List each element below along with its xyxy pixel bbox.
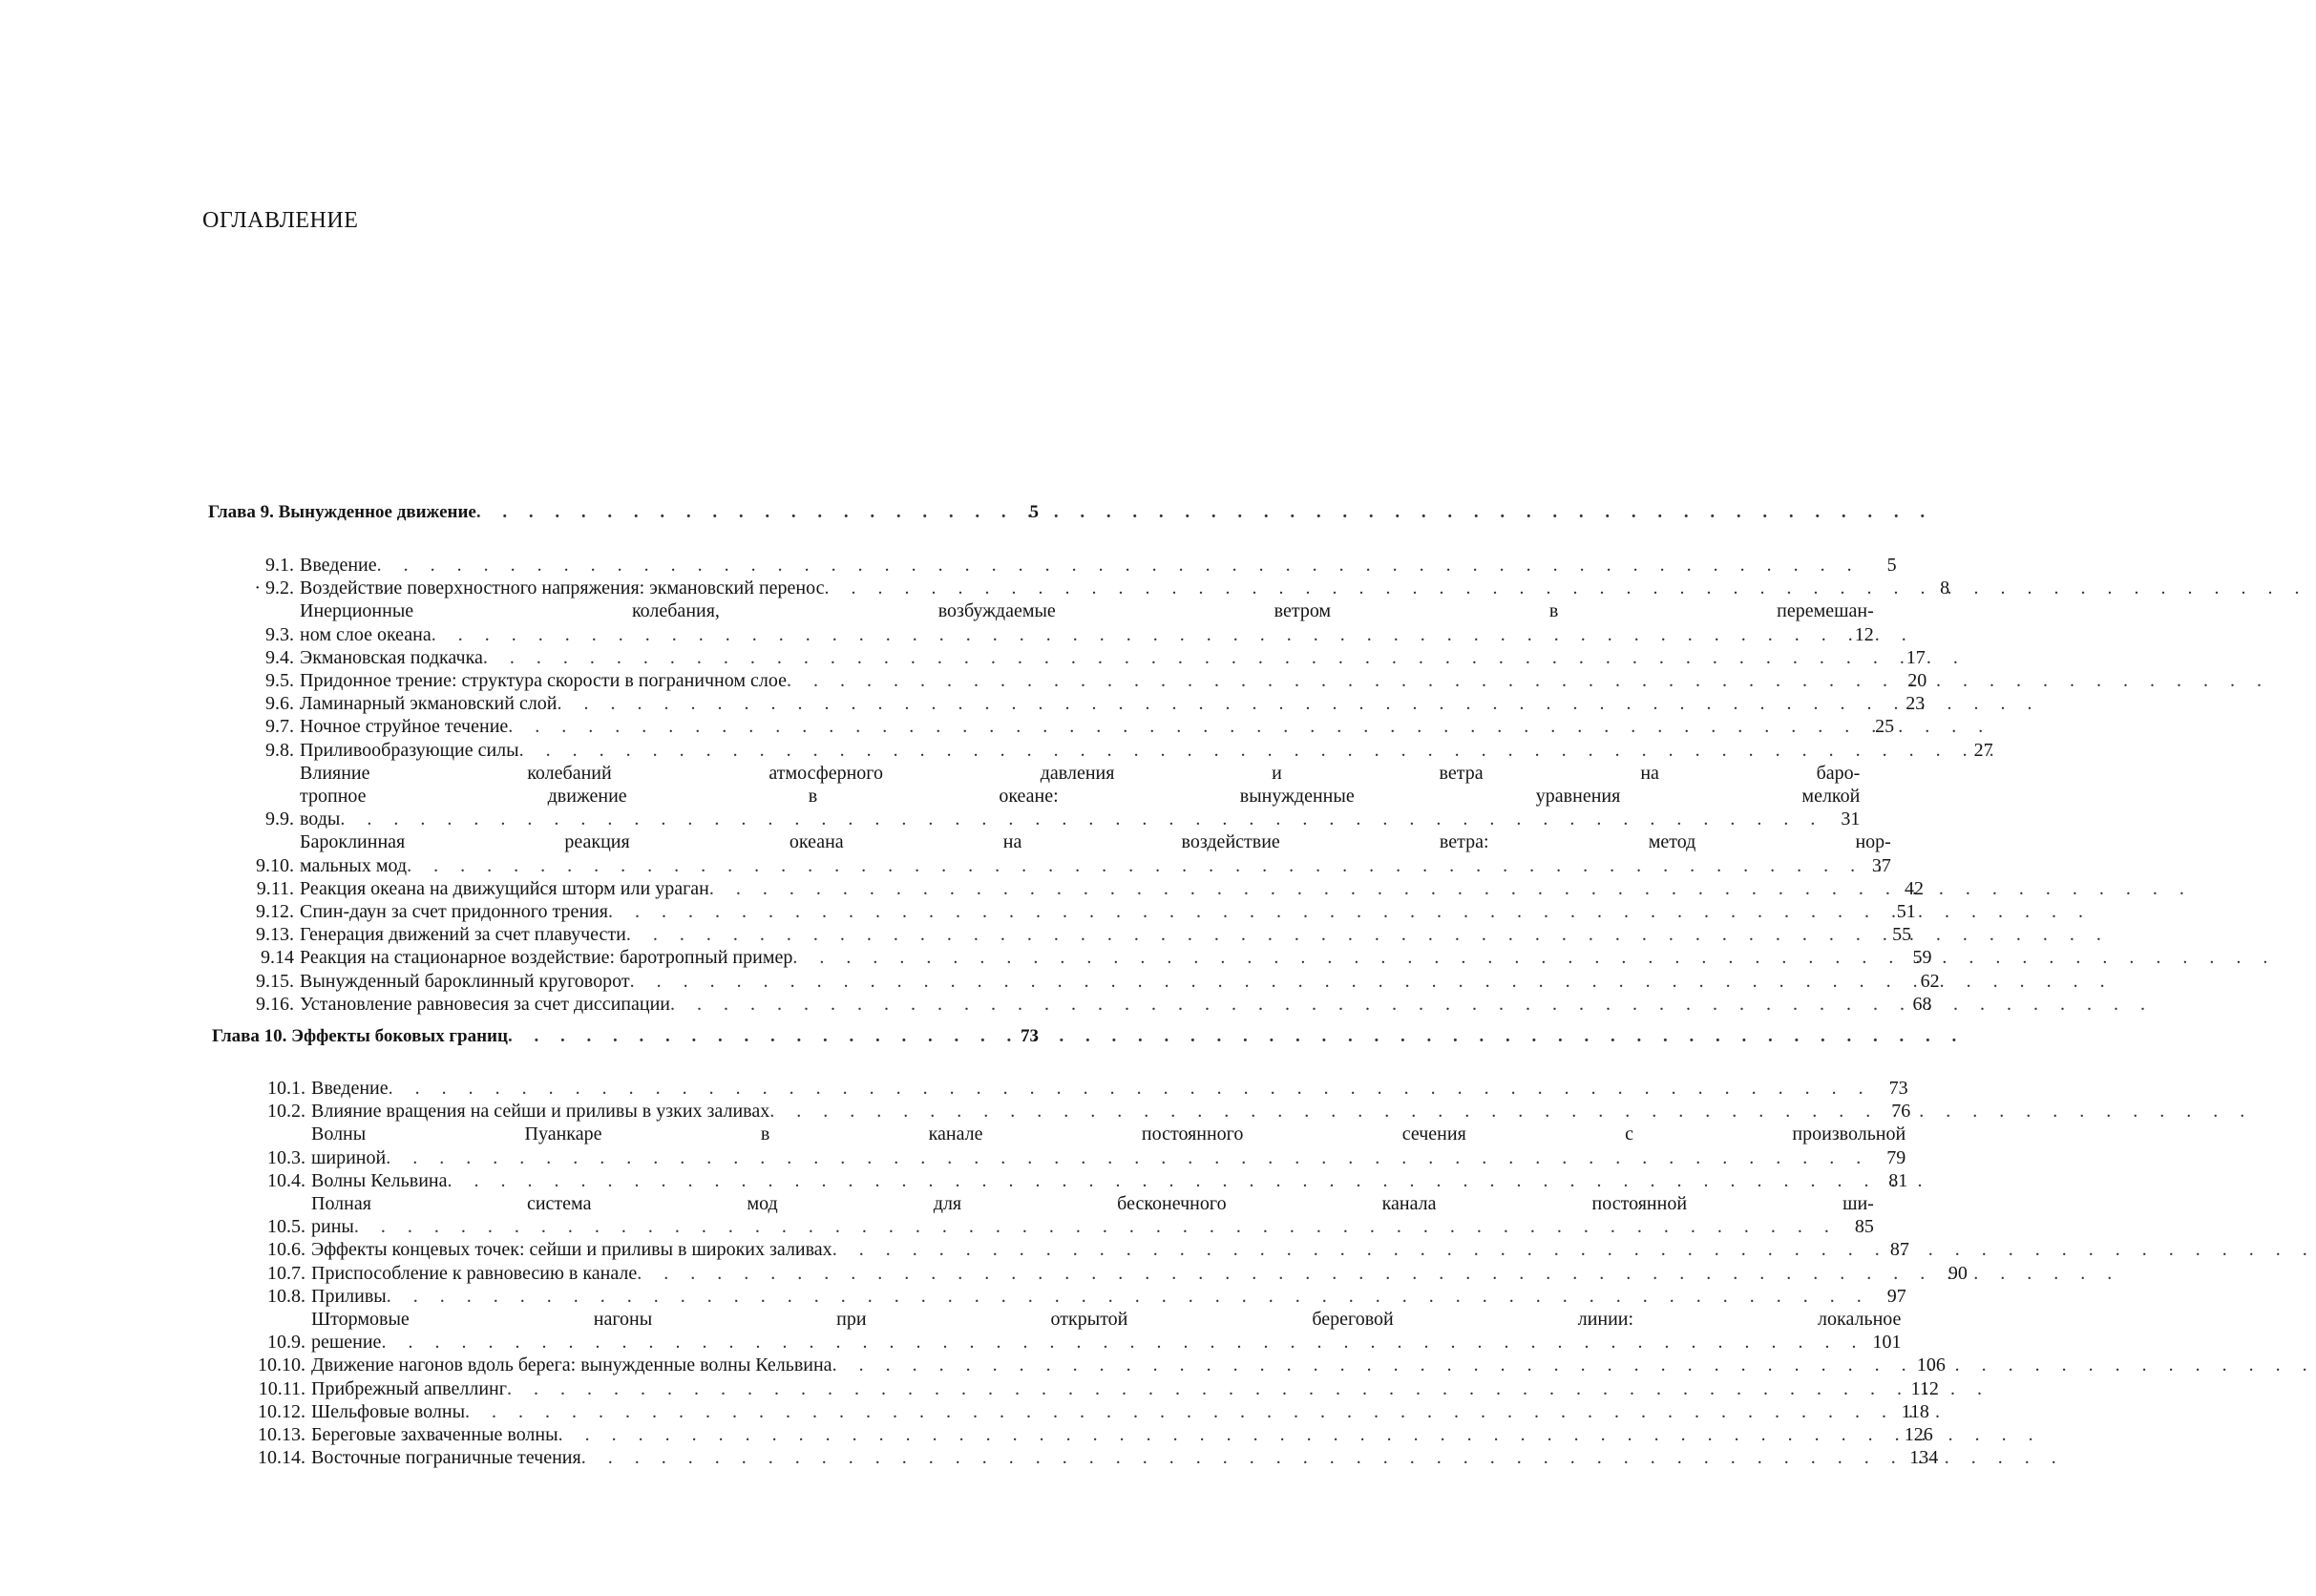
entry-title-block [300,669,1926,692]
entry-title-line: Бароклинная реакция океана на воздействие ветра: метод нор- [300,831,1891,853]
entry-number: 9.10. [256,854,294,876]
entry-title-line: ном слое океана [300,623,432,645]
entry-last-line [311,1331,1901,1354]
entry-number: 9.8. [265,739,294,761]
entry-page-number: 81 [1888,1169,1908,1191]
dot-leader [476,502,1002,523]
entry-title-line: Волны Пуанкаре в канале постоянного сечения с произвольной [311,1124,1906,1145]
entry-title-block [300,923,1911,946]
page-heading: ОГЛАВЛЕНИЕ [202,208,359,233]
entry-last-line [311,1238,1909,1261]
entry-last-line [300,970,1940,993]
entry-last-line [311,1354,1946,1376]
entry-number: 10.5. [267,1216,305,1238]
dot-leader [787,669,1890,692]
dot-leader [389,1077,1872,1100]
entry-title-line: Движение нагонов вдоль берега: вынужденные волны Кельвина [311,1354,832,1376]
entry-title-block [300,946,1932,969]
entry-title-block [300,646,1926,669]
entry-page-number: 126 [1904,1424,1933,1445]
entry-title-line: Шельфовые волны [311,1400,466,1422]
entry-last-line [311,1285,1906,1308]
dot-leader [407,854,1855,877]
entry-title-line: Придонное трение: структура скорости в пограничном слое [300,670,787,691]
entry-title-line: воды [300,808,341,830]
dot-leader [386,1146,1869,1169]
entry-title-line: мальных мод [300,854,408,876]
toc-entry[interactable] [206,1262,1968,1285]
entry-page-number: 106 [1916,1354,1946,1376]
entry-title-block [311,1446,1938,1469]
entry-title-block [300,692,1925,715]
entry-page-number: 87 [1889,1239,1909,1261]
entry-last-line [311,1377,1939,1400]
entry-last-line [300,946,1932,969]
entry-title-line: Реакция океана на движущийся шторм или ураган [300,877,709,899]
entry-title-line: Влияние вращения на сейши и приливы в узких заливах [311,1101,770,1123]
entry-title-block [300,554,1897,577]
entry-last-line [300,854,1891,877]
entry-number: 10.1. [267,1078,305,1099]
dot-leader [381,1331,1864,1354]
toc-entry[interactable] [206,830,1891,876]
entry-last-line [300,739,1993,762]
toc-entry[interactable] [206,946,1932,969]
dot-leader [377,554,1861,577]
dot-leader [507,1377,1903,1400]
toc-entry[interactable] [206,1308,1902,1354]
dot-leader [637,1262,1931,1285]
entry-page-number: 112 [1910,1377,1939,1399]
entry-title-line: Приспособление к равновесию в канале [311,1262,638,1284]
entry-last-line [300,554,1897,577]
entry-title-line: решение [311,1332,382,1354]
entry-number: 9.13. [256,924,294,946]
entry-title-block [300,577,1949,599]
entry-title-line: Волны Кельвина [311,1169,448,1191]
entry-page-number: 59 [1912,947,1932,969]
entry-title-block [300,830,1891,876]
chapter-title: Глава 9. Вынужденное движение [208,502,476,522]
entry-page-number: 12 [1854,623,1874,645]
entry-page-number: 97 [1886,1285,1906,1307]
entry-last-line [300,993,1932,1016]
entry-title-line: Вынужденный бароклинный круговорот [300,970,630,992]
entry-title-line: Ночное струйное течение [300,716,509,738]
dot-leader [508,715,1858,738]
entry-page-number: 73 [1888,1078,1908,1099]
dot-leader [508,1026,1002,1047]
toc-entry[interactable] [206,1192,1874,1238]
entry-number: 9.9. [265,808,294,830]
entry-number: 10.13. [258,1424,305,1445]
entry-number: 9.6. [265,693,294,715]
entry-title-block [300,900,1916,923]
entry-number: 9.14 [261,947,294,969]
entry-title-line: Влияние колебаний атмосферного давления и ветра на баро- [300,762,1861,784]
entry-title-block [311,1077,1908,1100]
entry-last-line [311,1100,1910,1123]
entry-page-number: 51 [1896,901,1916,922]
toc-entry[interactable] [206,923,1912,946]
entry-page-number: 37 [1871,854,1891,876]
dot-leader [626,923,1875,946]
chapter-page-number: 73 [1021,1026,1039,1046]
entry-last-line [311,1400,1929,1423]
toc-entry[interactable] [206,669,1927,692]
entry-number: 9.3. [265,623,294,645]
entry-title-line: тропное движение в океане: вынужденные уравнения мелкой [300,786,1861,807]
entry-last-line [311,1215,1874,1238]
toc-entry[interactable] [206,1377,1939,1400]
entry-page-number: 76 [1891,1101,1911,1123]
dot-leader [354,1215,1838,1238]
entry-page-number: 90 [1948,1262,1968,1284]
entry-number: 9.11. [256,877,294,899]
chapter-heading[interactable] [208,502,1039,523]
entry-page-number: 20 [1907,670,1927,691]
entry-last-line [311,1423,1933,1446]
entry-last-line [300,808,1860,830]
toc-entry[interactable] [206,715,1895,738]
entry-last-line [300,692,1925,715]
entry-title-block [311,1377,1939,1400]
entry-number: 9.16. [256,993,294,1015]
entry-title-block [300,715,1894,738]
entry-title-line: рины [311,1216,354,1238]
entry-last-line [311,1077,1908,1100]
entry-title-line: Экмановская подкачка [300,646,483,668]
dot-leader [630,970,1904,993]
toc-entry[interactable] [206,1354,1946,1376]
entry-title-line: Приливообразующие силы [300,739,519,761]
entry-number: 10.14. [258,1447,305,1469]
entry-title-block [300,970,1940,993]
entry-number: 10.4. [267,1169,305,1191]
entry-page-number: 79 [1886,1146,1906,1168]
dot-leader [769,1100,1874,1123]
entry-page-number: 55 [1892,924,1912,946]
entry-title-line: Реакция на стационарное воздействие: баротропный пример [300,947,793,969]
entry-number: 9.5. [265,670,294,691]
entry-title-block [311,1354,1946,1376]
dot-leader [558,692,1889,715]
entry-title-block [311,1308,1901,1354]
entry-title-block [311,1400,1929,1423]
toc-entry[interactable] [206,970,1940,993]
entry-title-line: шириной [311,1146,387,1168]
dot-leader [832,1238,1873,1261]
entry-number: 10.6. [267,1239,305,1261]
dot-leader [832,1354,1909,1376]
dot-leader [792,946,1895,969]
dot-leader [387,1285,1870,1308]
dot-leader [670,993,1896,1016]
toc-entry[interactable] [206,1400,1929,1423]
toc-entry[interactable] [206,900,1916,923]
entry-last-line [300,923,1911,946]
entry-number: 10.11. [258,1377,305,1399]
entry-page-number: 62 [1920,970,1940,992]
dot-leader [581,1446,1903,1469]
entry-title-line: Воздействие поверхностного напряжения: экмановский перенос [300,578,825,599]
entry-title-block [311,1169,1907,1192]
entry-title-line: Восточные пограничные течения [311,1447,581,1469]
entry-page-number: 17 [1905,646,1926,668]
toc-entry[interactable] [206,1446,1939,1469]
entry-last-line [300,900,1916,923]
entry-page-number: 85 [1854,1216,1874,1238]
toc-entry[interactable] [206,599,1874,645]
entry-title-line: Прибрежный апвеллинг [311,1377,507,1399]
entry-number: 10.8. [267,1285,305,1307]
toc-entry[interactable] [206,1123,1906,1168]
dot-leader [483,646,1889,669]
toc-entry[interactable] [206,993,1932,1016]
entry-title-block [311,1123,1905,1168]
entry-page-number: 5 [1886,555,1897,576]
toc-entry[interactable] [206,692,1926,715]
entry-title-line: Эффекты концевых точек: сейши и приливы в широких заливах [311,1239,832,1261]
toc-entry[interactable] [206,1100,1911,1123]
dot-leader [824,577,1913,599]
entry-title-block [311,1238,1909,1261]
entry-title-line: Установление равновесия за счет диссипации [300,993,670,1015]
entry-page-number: 27 [1973,739,1993,761]
entry-title-block [300,877,1924,900]
chapter-page-number: 5 [1029,502,1039,522]
entry-last-line [311,1262,1968,1285]
entry-number: 10.2. [267,1101,305,1123]
entry-last-line [300,646,1926,669]
entry-page-number: 31 [1841,808,1861,830]
dot-leader [519,739,1957,762]
entry-title-block [311,1100,1910,1123]
entry-last-line [300,577,1949,599]
entry-number: 9.15. [256,970,294,992]
entry-number: 9.7. [265,716,294,738]
entry-title-line: Генерация движений за счет плавучести [300,924,626,946]
dot-leader [340,808,1823,830]
entry-number: 10.10. [258,1354,305,1376]
entry-page-number: 134 [1909,1447,1939,1469]
entry-last-line [300,877,1924,900]
toc-entry[interactable] [206,646,1926,669]
entry-number: 9.1. [265,555,294,576]
toc-entry[interactable] [206,1238,1909,1261]
dot-leader [558,1423,1897,1446]
entry-title-line: Полная система мод для бесконечного канала постоянной ши- [311,1193,1874,1214]
dot-leader [432,623,1838,646]
entry-title-line: Береговые захваченные волны [311,1424,558,1445]
entry-title-line: Спин-даун за счет придонного трения [300,901,608,922]
entry-title-line: Инерционные колебания, возбуждаемые ветром в перемешан- [300,600,1874,622]
dot-leader [447,1169,1871,1192]
chapter-title: Глава 10. Эффекты боковых границ [212,1026,508,1046]
entry-title-block [300,739,1993,762]
entry-page-number: 42 [1905,877,1925,899]
toc-entry[interactable] [206,577,1950,599]
entry-title-line: Ламинарный экмановский слой [300,693,558,715]
entry-number: 10.7. [267,1262,305,1284]
toc-entry[interactable] [206,1285,1906,1308]
entry-title-line: Введение [300,555,377,576]
entry-title-block [311,1262,1968,1285]
entry-number: 9.4. [265,646,294,668]
entry-number: 9.12. [256,901,294,922]
entry-last-line [300,669,1926,692]
entry-page-number: 25 [1875,716,1895,738]
dot-leader [608,900,1880,923]
chapter-heading[interactable] [212,1026,1039,1047]
toc-entry[interactable] [206,554,1897,577]
entry-last-line [300,715,1894,738]
toc-entry[interactable] [206,877,1925,900]
entry-page-number: 68 [1912,993,1932,1015]
entry-page-number: 101 [1872,1332,1902,1354]
dot-leader [709,877,1887,900]
entry-page-number: 8 [1940,578,1950,599]
entry-title-block [311,1192,1874,1238]
toc-entry[interactable] [206,1169,1908,1192]
toc-entry[interactable] [206,1423,1933,1446]
entry-last-line [311,1169,1907,1192]
toc-entry[interactable] [206,1077,1908,1100]
entry-title-block [311,1423,1933,1446]
toc-entry[interactable] [206,739,1993,762]
entry-page-number: 23 [1905,693,1926,715]
entry-title-block [300,762,1860,831]
entry-page-number: 118 [1901,1400,1929,1422]
entry-last-line [311,1146,1905,1169]
entry-number: 10.9. [267,1332,305,1354]
entry-number: 10.3. [267,1146,305,1168]
entry-title-line: Штормовые нагоны при открытой береговой линии: локальное [311,1309,1902,1330]
entry-number: · 9.2. [254,578,294,599]
entry-title-block [300,993,1932,1016]
toc-entry[interactable] [206,762,1861,831]
entry-title-line: Приливы [311,1285,387,1307]
entry-last-line [311,1446,1938,1469]
entry-title-block [311,1285,1906,1308]
dot-leader [465,1400,1893,1423]
entry-title-block [300,599,1874,645]
entry-title-line: Введение [311,1078,389,1099]
entry-number: 10.12. [258,1400,305,1422]
entry-last-line [300,623,1874,646]
